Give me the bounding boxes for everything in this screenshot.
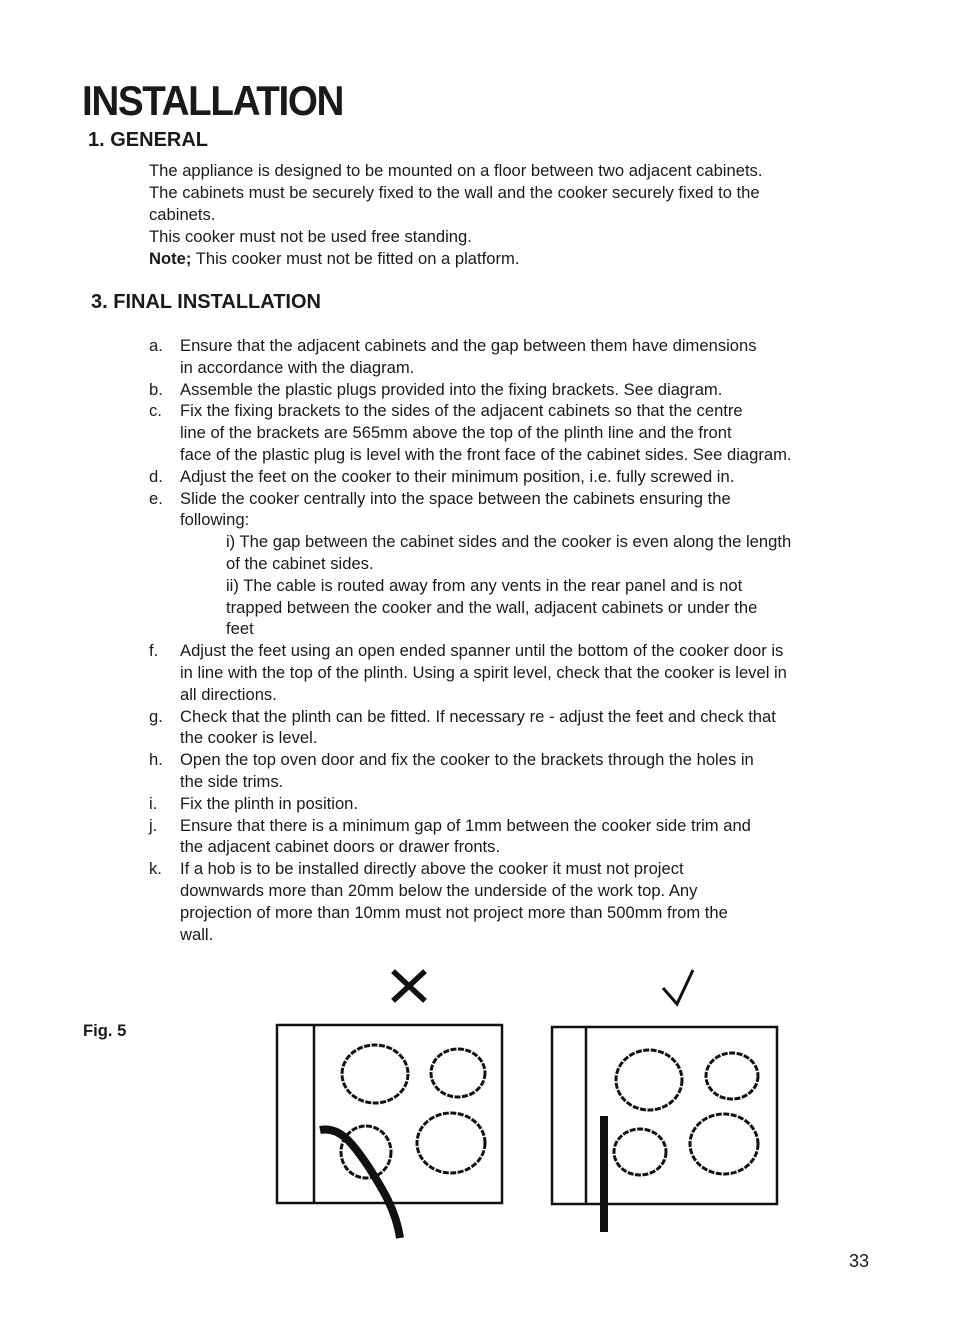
list-item-label: f. [149,641,159,661]
sub-item-line: ii) The cable is routed away from any vents in the rear panel and is not [226,575,743,595]
general-line: cabinets. [149,205,216,224]
list-item [149,706,869,750]
wrong-installation-diagram [270,1018,510,1243]
general-line: The appliance is designed to be mounted on a floor between two adjacent cabinets. [149,161,763,180]
general-line: This cooker must not be used free standing. [149,227,472,246]
burner-ring [614,1129,666,1175]
list-item-label: h. [149,750,163,770]
list-item-label: e. [149,488,163,508]
list-item-line: projection of more than 10mm must not project more than 500mm from the [180,902,728,922]
burner-ring [616,1050,682,1110]
list-item-line: line of the brackets are 565mm above the top of the plinth line and the front [180,423,732,443]
trapped-cable [320,1129,400,1238]
list-item-label: b. [149,379,163,399]
burner-ring [706,1053,758,1099]
sub-item-line: of the cabinet sides. [226,553,374,573]
list-item-label: j. [149,815,158,835]
list-item-line: Open the top oven door and fix the cooker to the brackets through the holes in [180,750,754,770]
section-heading-general: 1. GENERAL [88,129,209,151]
list-item [149,815,869,859]
list-item-line: the cooker is level. [180,728,318,748]
figure-label: Fig. 5 [83,1021,127,1040]
list-item-line: the adjacent cabinet doors or drawer fronts. [180,837,501,857]
burner-ring [417,1113,485,1173]
note-label: Note; [149,249,192,268]
list-item-line: Adjust the feet on the cooker to their minimum position, i.e. fully screwed in. [180,466,735,486]
list-item [149,640,869,705]
list-item-label: c. [149,401,162,421]
list-item-line: Slide the cooker centrally into the space between the cabinets ensuring the [180,488,731,508]
page-title: INSTALLATION [82,77,344,124]
list-item-line: Ensure that the adjacent cabinets and the gap between them have dimensions [180,336,757,355]
check-mark-icon [660,968,696,1008]
list-item-line: all directions. [180,684,277,704]
burner-ring [342,1045,408,1103]
general-body [149,160,869,270]
burner-ring [431,1049,485,1097]
general-note [149,248,869,270]
list-item-line: Ensure that there is a minimum gap of 1mm between the cooker side trim and [180,815,751,835]
list-item-line: following: [180,510,250,530]
note-text: This cooker must not be fitted on a platform. [191,249,520,268]
list-item [149,379,869,401]
list-item [149,749,869,793]
list-item [149,335,869,379]
sub-item-line: trapped between the cooker and the wall, adjacent cabinets or under the [226,597,758,617]
final-installation-list [149,335,869,945]
sub-item-line: i) The gap between the cabinet sides and the cooker is even along the length [226,532,792,552]
list-item-label: g. [149,706,163,726]
list-item-line: in line with the top of the plinth. Using a spirit level, check that the cooker is level in [180,662,787,682]
list-item-label: a. [149,336,163,355]
list-item [149,793,869,815]
list-item-label: i. [149,793,158,813]
general-line: The cabinets must be securely fixed to the wall and the cooker securely fixed to the [149,183,760,202]
list-item [149,466,869,488]
list-item-line: If a hob is to be installed directly above the cooker it must not project [180,859,684,879]
sub-item-line: feet [226,619,254,639]
list-item-line: face of the plastic plug is level with the front face of the cabinet sides. See diagram. [180,444,792,464]
list-item-line: Fix the plinth in position. [180,793,359,813]
cross-mark-icon [392,970,428,1002]
section-heading-final-installation: 3. FINAL INSTALLATION [91,291,321,313]
list-item-line: wall. [180,924,214,944]
list-item-line: Fix the fixing brackets to the sides of the adjacent cabinets so that the centre [180,401,743,421]
list-item-line: Assemble the plastic plugs provided into the fixing brackets. See diagram. [180,379,723,399]
list-item-line: Check that the plinth can be fitted. If necessary re - adjust the feet and check that [180,706,776,726]
list-item-line: Adjust the feet using an open ended spanner until the bottom of the cooker door is [180,641,784,661]
burner-ring [690,1114,758,1174]
list-item [149,400,869,465]
correct-installation-diagram [545,1020,785,1238]
list-item [149,858,869,945]
list-item-line: in accordance with the diagram. [180,357,415,377]
list-item-line: downwards more than 20mm below the underside of the work top. Any [180,880,698,900]
list-item [149,488,869,641]
list-item-label: d. [149,466,163,486]
list-item-line: the side trims. [180,771,284,791]
list-item-label: k. [149,859,162,879]
page-number: 33 [849,1251,870,1271]
